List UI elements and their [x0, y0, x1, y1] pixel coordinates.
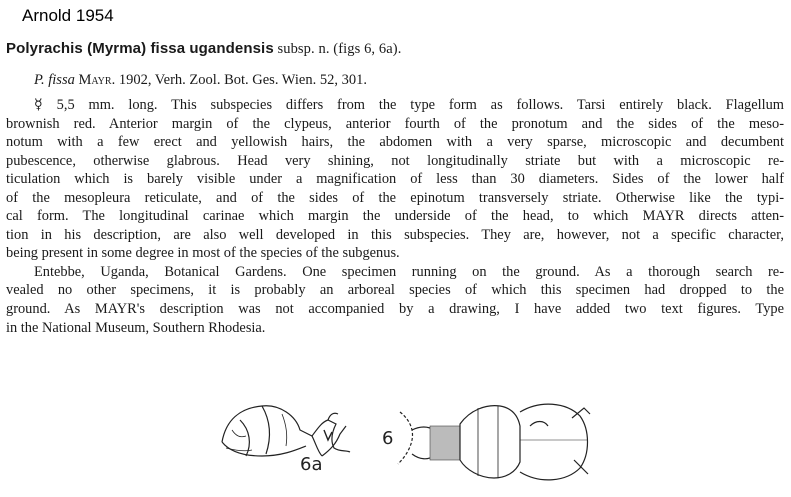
ant-figures: [0, 390, 791, 492]
fig-6a-drawing: [222, 406, 350, 456]
body-line: tion in his description, are also well developed in this subspecies. They are, however, not a specific character,: [6, 226, 784, 243]
body-line: Entebbe, Uganda, Botanical Gardens. One specimen running on the ground. As a thorough search re-: [34, 263, 784, 280]
body-line: ground. As MAYR's description was not accompanied by a drawing, I have added two text figures. Type: [6, 301, 784, 318]
title-rest: subsp. n. (figs 6, 6a).: [273, 41, 402, 57]
fig-6a-label: 6a: [300, 454, 323, 475]
body-line: in the National Museum, Southern Rhodesia.: [6, 319, 266, 336]
fig-6-label: 6: [382, 428, 394, 449]
species-title: [6, 40, 786, 58]
body-line: pubescence, otherwise glabrous. Head very shining, not longitudinally striate but with a microscopic re-: [6, 152, 784, 169]
taxon-name: Polyrachis (Myrma) fissa ugandensis: [6, 40, 274, 57]
source-label: Arnold 1954: [22, 6, 114, 25]
figures-area: [0, 390, 791, 492]
citation: [34, 72, 774, 89]
citation-genus: P. fissa: [34, 72, 75, 88]
body-line: brownish red. Anterior margin of the clypeus, anterior fourth of the pronotum and the sides of the meso-: [6, 115, 784, 132]
body-line: notum with a few erect and yellowish hairs, the abdomen with a very sparse, microscopic and decumbent: [6, 134, 784, 151]
body-line: ☿ 5,5 mm. long. This subspecies differs from the type form as follows. Tarsi entirely black. Flagellum: [34, 97, 784, 113]
fig-6-drawing: [398, 404, 590, 480]
citation-author: Mayr: [78, 72, 112, 88]
body-line: vealed no other specimens, it is probably an arboreal species of which this specimen had dropped to the: [6, 282, 784, 299]
body-line: ticulation which is barely visible under a magnification of less than 30 diameters. Sides of the lower half: [6, 171, 784, 188]
body-line: cal form. The longitudinal carinae which margin the underside of the head, to which MAYR directs atten-: [6, 208, 784, 225]
body-line: being present in some degree in most of the species of the subgenus.: [6, 245, 400, 262]
description-text: [6, 96, 784, 337]
citation-rest: . 1902, Verh. Zool. Bot. Ges. Wien. 52, 301.: [111, 72, 367, 88]
body-line: of the mesopleura reticulate, and of the sides of the epinotum transversely striate. Otherwise like the typi-: [6, 189, 784, 206]
